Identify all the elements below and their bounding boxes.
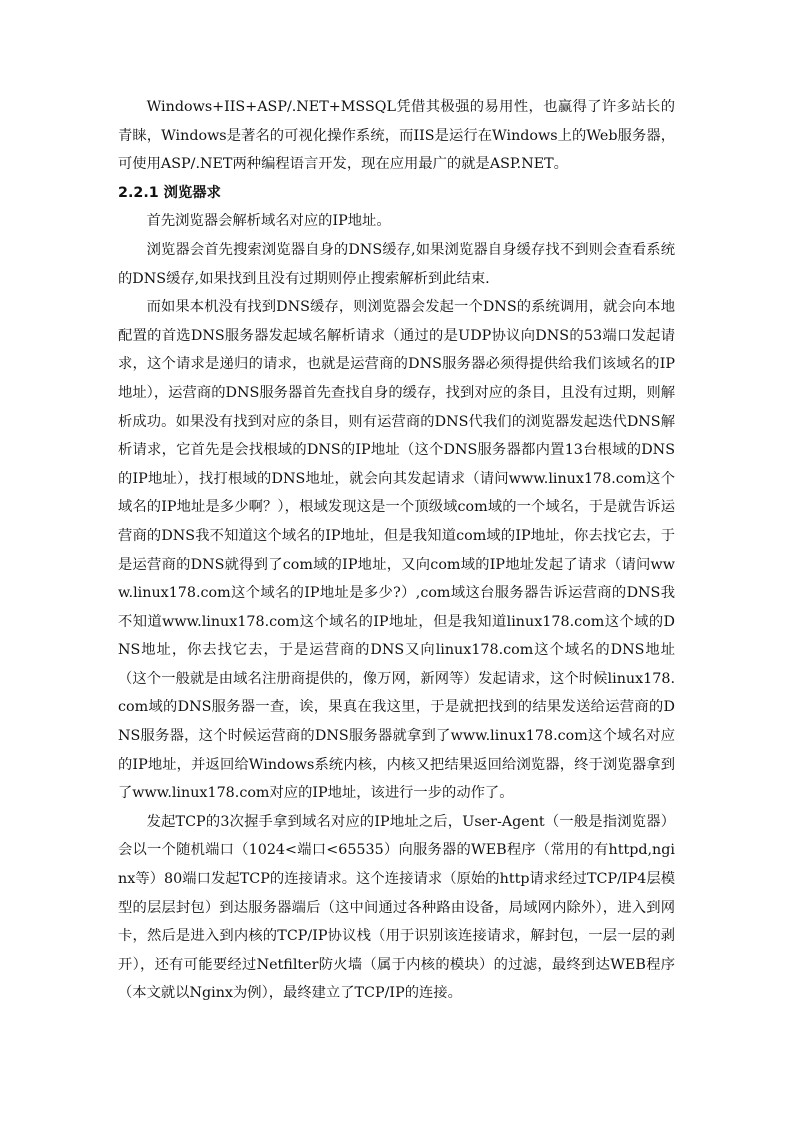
paragraph-dns-resolve: 首先浏览器会解析域名对应的IP地址。 [146,213,391,230]
paragraph-tcp-handshake: 发起TCP的3次握手拿到域名对应的IP地址之后，User-Agent（一般是指浏览器）会以一个随机端口（1024<端口<65535）向服务器的WEB程序（常用的有httpd,nginx等）80端口发起TCP的连接请求。这个连接请求（原始的http请求经过TCP/IP4层模型的层层封包）到达服务器端后（这中间通过各种路由设备，局域网内除外），进入到网卡，然后是进入到内核的TCP/IP协议栈（用于识别该连接请求，解封包，一层一层的剥开），还有可能要经过Netfilter防火墙（属于内核的模块）的过滤，最终到达WEB程序（本文就以Nginx为例），最终建立了TCP/IP的连接。 [118,813,675,1002]
paragraph-browser-cache: 浏览器会首先搜索浏览器自身的DNS缓存,如果浏览器自身缓存找不到则会查看系统的DNS缓存,如果找到且没有过期则停止搜索解析到此结束. [118,241,675,287]
paragraph-dns-recursion: 而如果本机没有找到DNS缓存，则浏览器会发起一个DNS的系统调用，就会向本地配置的首选DNS服务器发起域名解析请求（通过的是UDP协议向DNS的53端口发起请求，这个请求是递归的请求，也就是运营商的DNS服务器必须得提供给我们该域名的IP地址），运营商的DNS服务器首先查找自身的缓存，找到对应的条目，且没有过期，则解析成功。如果没有找到对应的条目，则有运营商的DNS代我们的浏览器发起迭代DNS解析请求，它首先是会找根域的DNS的IP地址（这个DNS服务器都内置13台根域的DNS的IP地址），找打根域的DNS地址，就会向其发起请求（请问www.linux178.com这个域名的IP地址是多少啊？），根域发现这是一个顶级域com域的一个域名，于是就告诉运营商的DNS我不知道这个域名的IP地址，但是我知道com域的IP地址，你去找它去，于是运营商的DNS就得到了com域的IP地址，又向com域的IP地址发起了请求（请问www.linux178.com这个域名的IP地址是多少?）,com域这台服务器告诉运营商的DNS我不知道www.linux178.com这个域名的IP地址，但是我知道linux178.com这个域的DNS地址，你去找它去，于是运营商的DNS又向linux178.com这个域名的DNS地址（这个一般就是由域名注册商提供的，像万网，新网等）发起请求，这个时候linux178.com域的DNS服务器一查，诶，果真在我这里，于是就把找到的结果发送给运营商的DNS服务器，这个时候运营商的DNS服务器就拿到了www.linux178.com这个域名对应的IP地址，并返回给Windows系统内核，内核又把结果返回给浏览器，终于浏览器拿到了www.linux178.com对应的IP地址，该进行一步的动作了。 [118,299,675,802]
document-page [118,93,675,1008]
section-heading: 2.2.1 浏览器求 [118,184,221,201]
intro-paragraph: Windows+IIS+ASP/.NET+MSSQL凭借其极强的易用性，也赢得了许多站长的青睐，Windows是著名的可视化操作系统，而IIS是运行在Windows上的Web服务器，可使用ASP/.NET两种编程语言开发，现在应用最广的就是ASP.NET。 [118,99,675,173]
